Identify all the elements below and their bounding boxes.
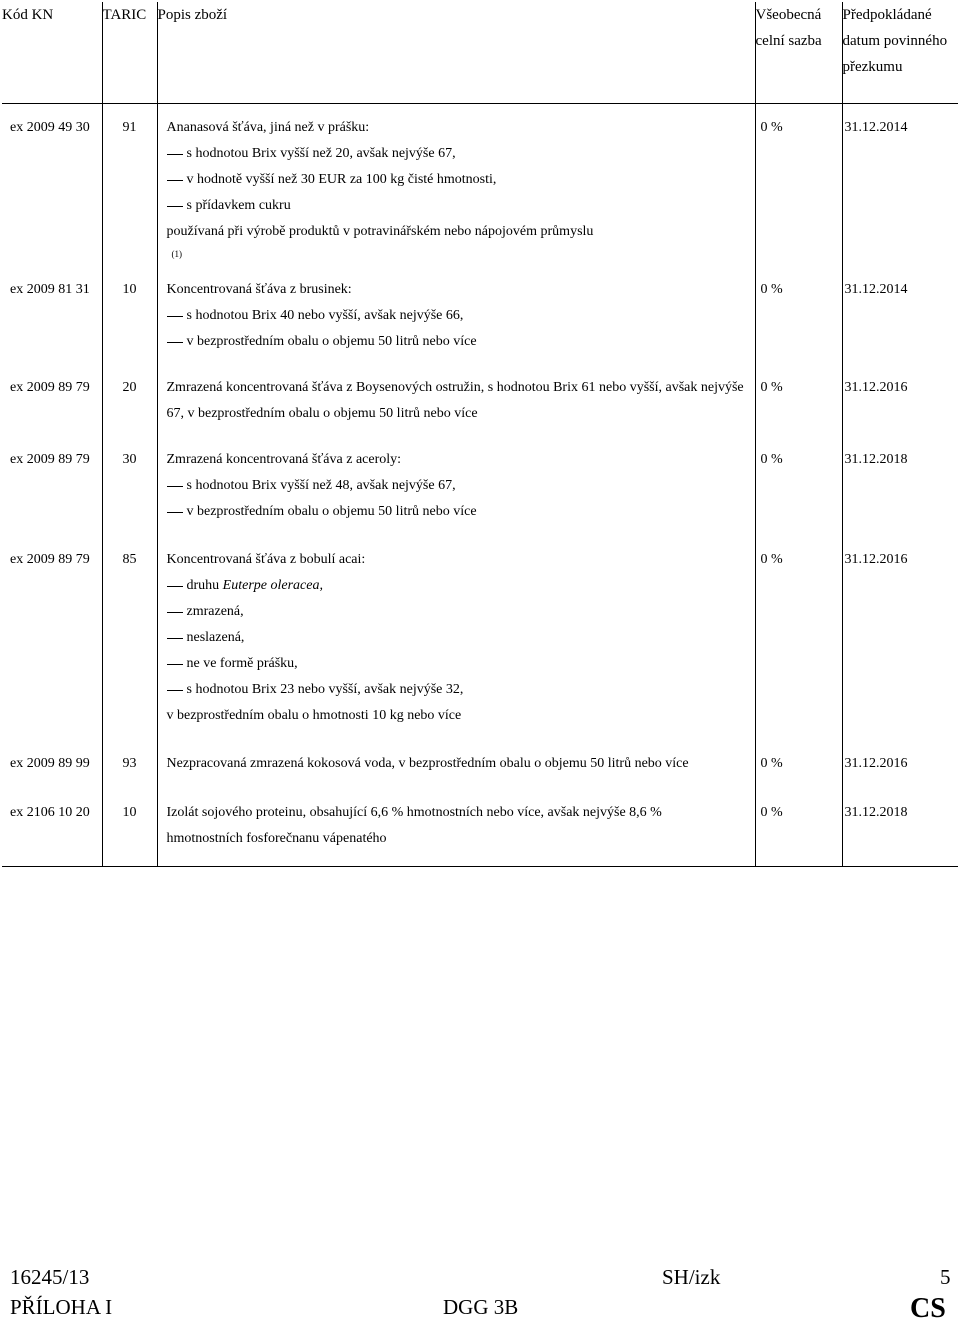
popis-dash-item (167, 473, 755, 499)
popis-tail: používaná při výrobě produktů v potravinářském nebo nápojovém průmyslu (166, 224, 594, 239)
cell-popis (157, 751, 755, 800)
header-sazba (755, 2, 842, 104)
footer-line-2 (0, 1295, 960, 1325)
dash-text: s hodnotou Brix vyšší než 20, avšak nejvýše 67, (186, 146, 456, 161)
popis-tail: v bezprostředním obalu o hmotnosti 10 kg nebo více (166, 708, 462, 723)
tariff-table-wrapper (2, 2, 958, 867)
table-row (2, 800, 958, 867)
popis-main: Izolát sojového proteinu, obsahující 6,6 % hmotnostních nebo více, avšak nejvýše 8,6 % hmotnostních fosforečnanu vápenatého (166, 805, 662, 846)
dash-mark (167, 664, 183, 665)
cell-rate: 0 % (755, 447, 842, 547)
popis-main: Koncentrovaná šťáva z brusinek: (166, 282, 352, 297)
table-row (2, 375, 958, 447)
cell-taric: 10 (102, 277, 157, 375)
cell-kn: ex 2009 49 30 (10, 120, 90, 135)
cell-popis (157, 547, 755, 751)
cell-kn: ex 2009 89 79 (10, 552, 90, 567)
header-sazba-line1: Všeobecná (755, 7, 822, 23)
table-header-row (2, 2, 958, 104)
header-prezkum-line2: datum povinného (842, 33, 948, 49)
cell-taric: 20 (102, 375, 157, 447)
footer-language-code: CS (910, 1293, 946, 1324)
popis-main: Zmrazená koncentrovaná šťáva z aceroly: (166, 452, 402, 467)
footer-line-1 (0, 1265, 960, 1293)
cell-popis (157, 447, 755, 547)
popis-dash-item (167, 625, 755, 651)
cell-date: 31.12.2014 (842, 104, 958, 278)
dash-mark (167, 180, 183, 181)
popis-main: Ananasová šťáva, jiná než v prášku: (166, 120, 370, 135)
cell-date: 31.12.2018 (842, 447, 958, 547)
table-row (2, 547, 958, 751)
cell-popis (157, 277, 755, 375)
cell-rate: 0 % (755, 375, 842, 447)
dash-text: druhu (186, 578, 223, 593)
dash-mark (167, 316, 183, 317)
cell-kn: ex 2009 89 99 (10, 756, 90, 771)
cell-kn: ex 2009 81 31 (10, 282, 90, 297)
cell-taric: 30 (102, 447, 157, 547)
popis-main: Nezpracovaná zmrazená kokosová voda, v bezprostředním obalu o objemu 50 litrů nebo více (166, 756, 689, 771)
footer-annex: PŘÍLOHA I (10, 1295, 113, 1319)
popis-dash-item (167, 677, 755, 703)
header-popis: Popis zboží (157, 2, 755, 104)
cell-kn: ex 2009 89 79 (10, 452, 90, 467)
cell-rate: 0 % (755, 800, 842, 867)
cell-date: 31.12.2016 (842, 375, 958, 447)
dash-text: s hodnotou Brix 23 nebo vyšší, avšak nejvýše 32, (186, 682, 464, 697)
popis-dash-item (167, 193, 755, 219)
footer-doc-number: 16245/13 (10, 1265, 90, 1289)
cell-taric: 10 (102, 800, 157, 867)
species-name: Euterpe oleracea, (222, 578, 323, 593)
dash-mark (167, 342, 183, 343)
popis-dash-item (167, 599, 755, 625)
popis-dash-item (167, 167, 755, 193)
dash-text: s hodnotou Brix 40 nebo vyšší, avšak nejvýše 66, (186, 308, 464, 323)
footer-initials: SH/izk (662, 1265, 721, 1289)
cell-rate: 0 % (755, 277, 842, 375)
dash-text: neslazená, (186, 630, 245, 645)
popis-main: Zmrazená koncentrovaná šťáva z Boysenových ostružin, s hodnotou Brix 61 nebo vyšší, avšak nejvýše 67, v bezprostředním obalu o objemu 50 litrů nebo více (166, 380, 744, 421)
cell-date: 31.12.2014 (842, 277, 958, 375)
tariff-table (2, 2, 958, 867)
cell-kn: ex 2106 10 20 (2, 800, 102, 867)
cell-taric: 91 (102, 104, 157, 278)
cell-date: 31.12.2018 (842, 800, 958, 867)
cell-kn: ex 2009 89 79 (10, 380, 90, 395)
dash-mark (167, 638, 183, 639)
cell-rate: 0 % (755, 547, 842, 751)
table-row (2, 447, 958, 547)
cell-taric: 93 (102, 751, 157, 800)
dash-text: s přídavkem cukru (186, 198, 291, 213)
footer-page-number: 5 (940, 1265, 951, 1289)
popis-main: Koncentrovaná šťáva z bobulí acai: (166, 552, 366, 567)
popis-dash-item (167, 499, 755, 525)
header-prezkum (842, 2, 958, 104)
header-taric: TARIC (102, 2, 157, 104)
dash-mark (167, 586, 183, 587)
dash-text: ne ve formě prášku, (186, 656, 298, 671)
dash-text: v hodnotě vyšší než 30 EUR za 100 kg čisté hmotnosti, (186, 172, 497, 187)
table-row (2, 751, 958, 800)
header-kod-kn: Kód KN (2, 2, 102, 104)
dash-text: v bezprostředním obalu o objemu 50 litrů nebo více (186, 334, 477, 349)
cell-date: 31.12.2016 (842, 547, 958, 751)
dash-text: zmrazená, (186, 604, 244, 619)
popis-dash-item (167, 303, 755, 329)
dash-mark (167, 690, 183, 691)
footer-dgg: DGG 3B (443, 1295, 519, 1319)
dash-text: v bezprostředním obalu o objemu 50 litrů nebo více (186, 504, 477, 519)
header-sazba-line2: celní sazba (755, 33, 822, 49)
popis-dash-item (167, 141, 755, 167)
dash-text: s hodnotou Brix vyšší než 48, avšak nejvýše 67, (186, 478, 456, 493)
cell-rate: 0 % (755, 104, 842, 278)
cell-popis (157, 104, 755, 278)
cell-date: 31.12.2016 (842, 751, 958, 800)
table-row (2, 277, 958, 375)
popis-dash-item (167, 651, 755, 677)
table-row (2, 104, 958, 278)
dash-mark (167, 486, 183, 487)
header-prezkum-line1: Předpokládané (842, 7, 932, 23)
cell-popis (157, 800, 755, 867)
dash-mark (167, 612, 183, 613)
cell-rate: 0 % (755, 751, 842, 800)
popis-dash-item (167, 329, 755, 355)
cell-popis (157, 375, 755, 447)
popis-dash-item (167, 573, 755, 599)
cell-taric: 85 (102, 547, 157, 751)
popis-footnote: (1) (171, 249, 182, 259)
dash-mark (167, 154, 183, 155)
dash-mark (167, 512, 183, 513)
header-prezkum-line3: přezkumu (842, 59, 903, 75)
dash-mark (167, 206, 183, 207)
